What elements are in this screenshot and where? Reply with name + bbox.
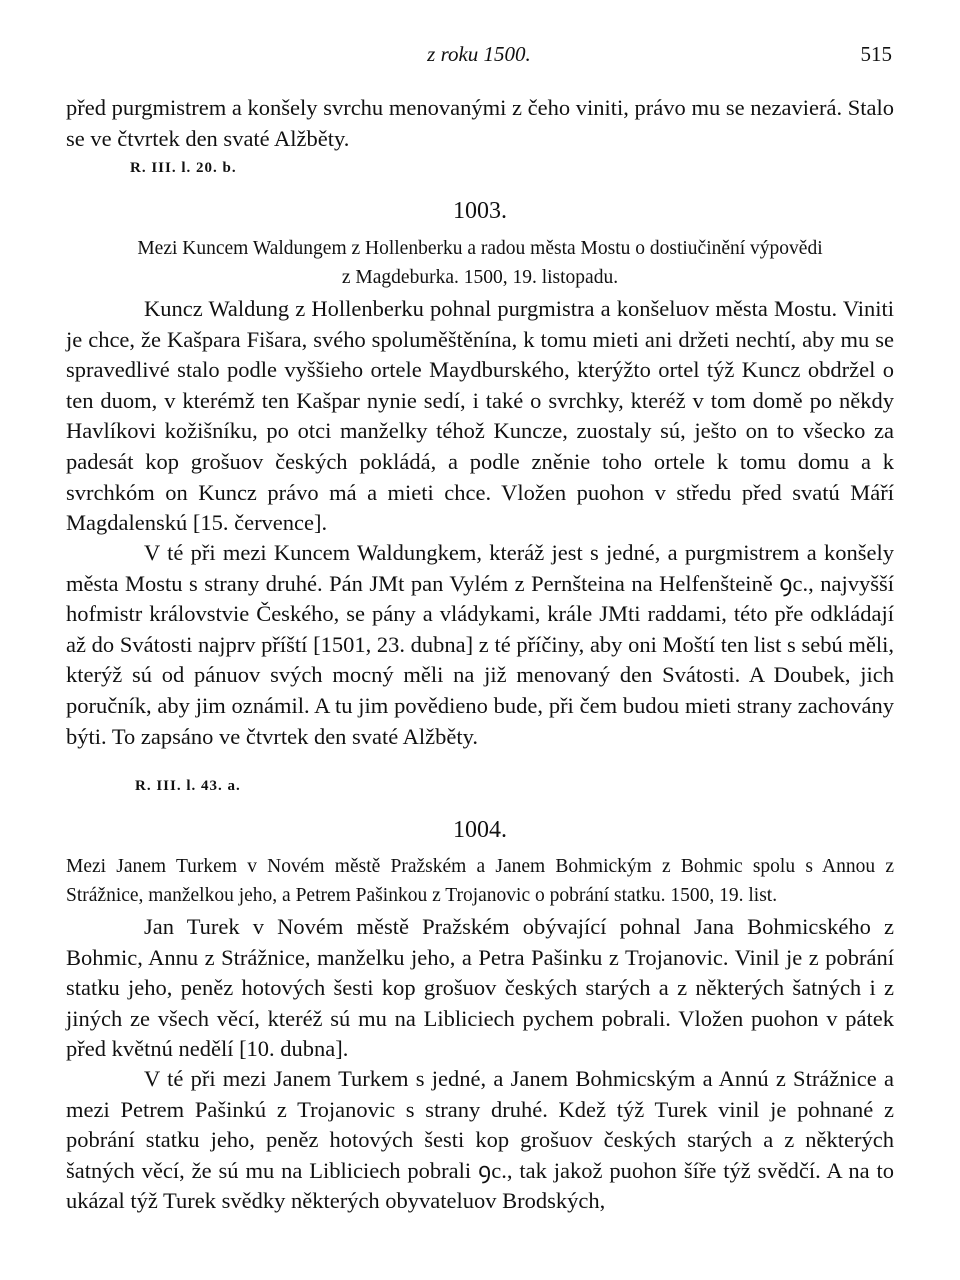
entry-summary: Mezi Janem Turkem v Novém městě Pražském a Janem Bohmickým z Bohmic spolu s Annou z Strážnice, manželkou jeho, a Petrem Pašinkou z Trojanovic o pobrání statku. 1500, 19. list. — [66, 856, 894, 906]
paragraph: V té při mezi Kuncem Waldungkem, kteráž jest s jedné, a purgmistrem a konšely města Mostu s strany druhé. Pán JMt pan Vylém z Pernšteina na Helfenšteině ꝯc., najvyšší hofmistr královstvie Českého, se pány a vládykami, krále JMti raddami, této pře odkládají až do Svátosti najprv příští [1501, 23. dubna] z té příčiny, aby oni Moští ten list s sebú měli, kterýž sú od pánuov svých mocný měli na již menovaný den Svátosti. A Doubek, jich poručník, aby jim oznámil. A tu jim povědieno bude, při čem budou mieti strany zachovány býti. To zapsáno ve čtvrtek den svaté Alžběty. — [66, 540, 894, 749]
page-number: 515 — [860, 42, 892, 66]
paragraph-continued: před purgmistrem a konšely svrchu menovanými z čeho viniti, právo mu se nezavierá. Stalo se ve čtvrtek den svaté Alžběty. — [66, 95, 894, 151]
archive-reference: R. III. l. 43. a. — [135, 778, 241, 794]
archive-reference: R. III. l. 20. b. — [130, 160, 237, 176]
entry-summary — [66, 234, 894, 292]
paragraph: Jan Turek v Novém městě Pražském obývající pohnal Jana Bohmicského z Bohmic, Annu z Strážnice, manželku jeho, a Petra Pašinku z Trojanovic. Vinil je z pobrání statku jeho, peněz hotových šesti kop grošuov českých starých a z některých šatných i z jiných ze všech věcí, kteréž sú mu na Libliciech pychem pobrali. Vložen puohon v pátek před květnú nedělí [10. dubna]. — [66, 914, 894, 1062]
running-title: z roku 1500. — [427, 42, 531, 66]
entry-number: 1004. — [453, 817, 507, 843]
entry-number: 1003. — [453, 198, 507, 224]
entry-summary-line: z Magdeburka. 1500, 19. listopadu. — [341, 267, 619, 288]
paragraph: V té při mezi Janem Turkem s jedné, a Janem Bohmicským a Annú z Strážnice a mezi Petrem Pašinkú z Trojanovic s strany druhé. Kdež týž Turek vinil je pohnané z pobrání statku jeho, peněz hotových šesti kop grošuov českých starých a z některých šatných věcí, že sú mu na Libliciech pobrali ꝯc., tak jakož puohon šíře týž svědčí. A na to ukázal týž Turek svědky některých obyvateluov Brodských, — [66, 1066, 894, 1214]
paragraph: Kuncz Waldung z Hollenberku pohnal purgmistra a konšeluov města Mostu. Viniti je chce, že Kašpara Fišara, svého spoluměštěnína, k tomu mieti ani držeti nechtí, aby mu se spravedlivé stalo podle vyššieho ortele Maydburského, kterýžto ortel týž Kuncz obdržel o ten duom, v kterémž ten Kašpar nynie sedí, i také o svrchky, kteréž v tom domě po někdy Havlíkovi kožišníku, po otci manželky téhož Kuncze, zuostaly sú, ješto on to všecko za padesát kop grošuov českých pokládá, a podle zněnie toho ortele k tomu domu a k svrchkóm on Kuncz právo má a mieti chce. Vložen puohon v středu před svatú Máří Magdalenskú [15. července]. — [66, 296, 894, 536]
entry-summary-line: Mezi Kuncem Waldungem z Hollenberku a radou města Mostu o dostiučinění výpovědi — [137, 238, 823, 259]
page-header — [66, 42, 892, 72]
